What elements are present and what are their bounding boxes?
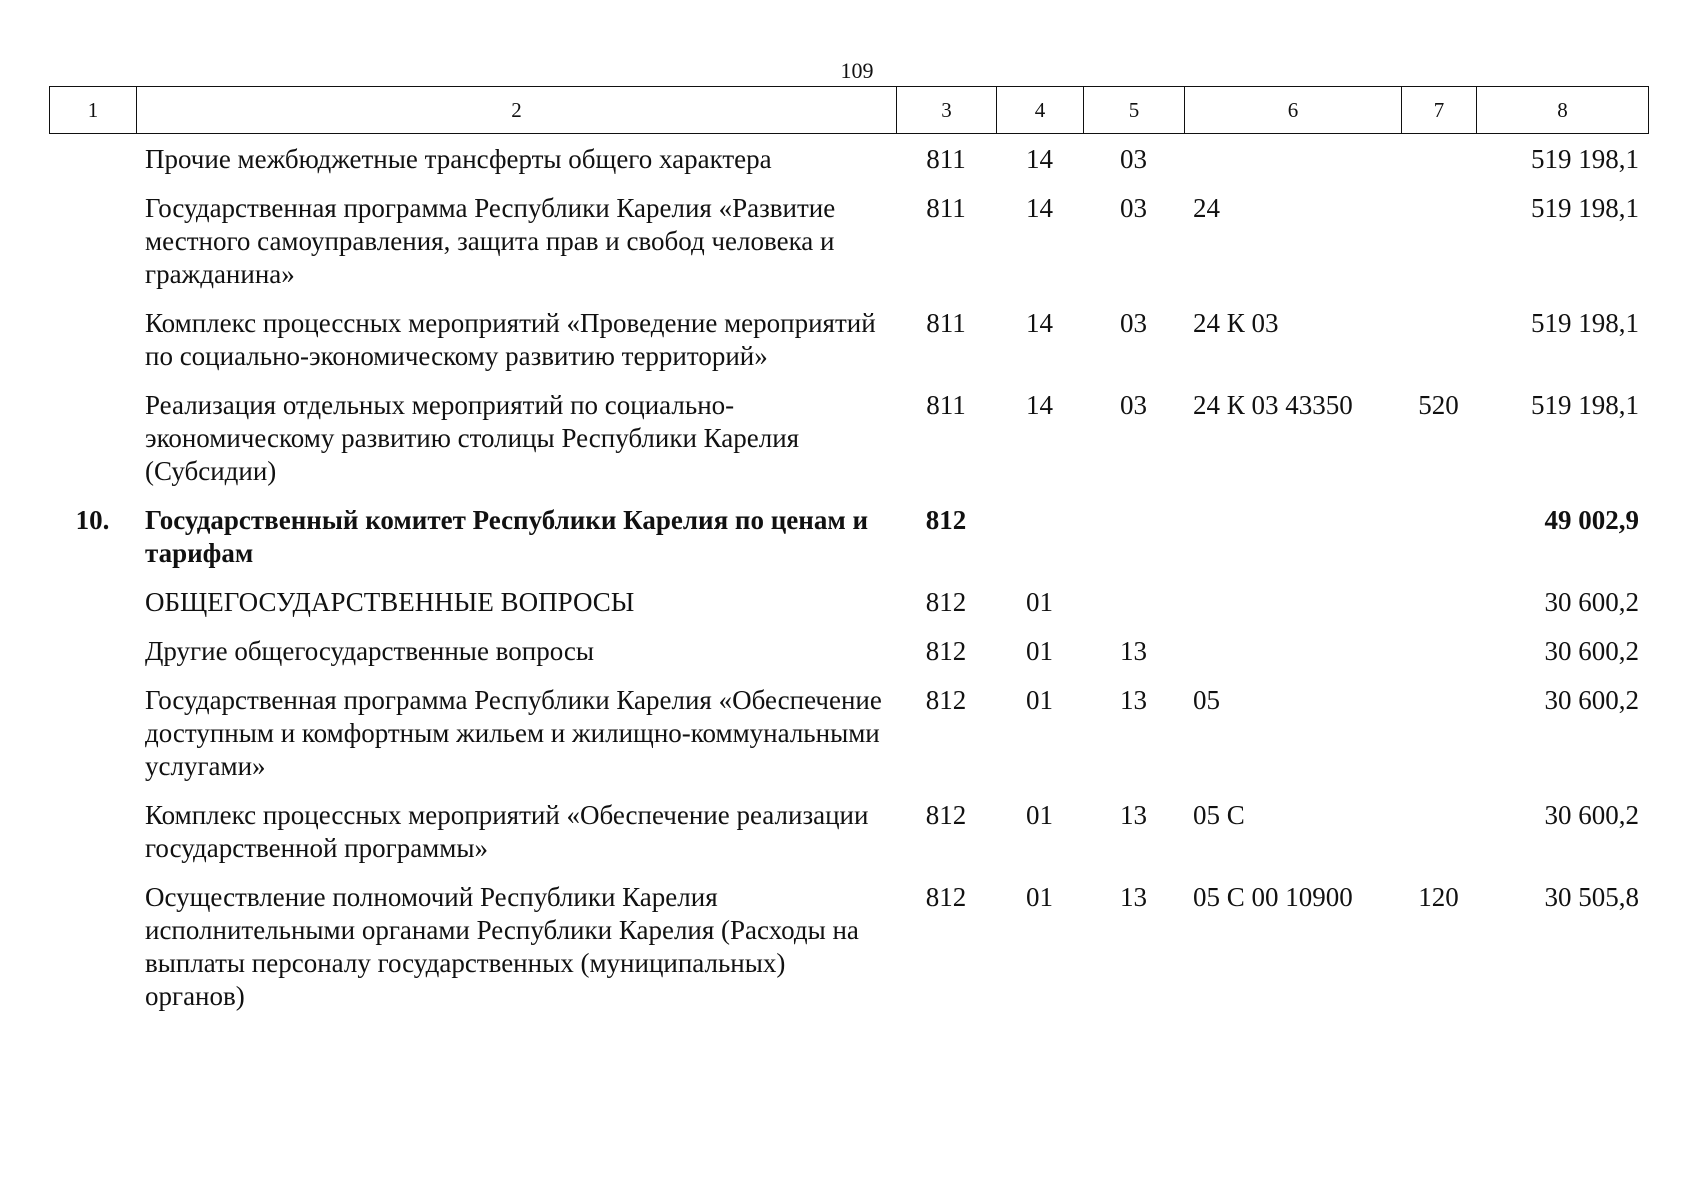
row-col3: 811 <box>926 193 966 223</box>
row-col7 <box>1401 497 1476 579</box>
row-amount: 30 600,2 <box>1544 685 1639 715</box>
row-name: Реализация отдельных мероприятий по социально-экономическому развитию столицы Республики Карелия (Субсидии) <box>145 390 800 486</box>
row-number <box>49 874 136 1022</box>
row-number <box>49 628 136 677</box>
table-row <box>49 185 1648 300</box>
row-col5 <box>1083 497 1184 579</box>
row-col5: 03 <box>1120 144 1147 174</box>
row-col6: 24 К 03 43350 <box>1193 390 1353 420</box>
table-row <box>49 792 1648 874</box>
row-col3: 811 <box>926 144 966 174</box>
row-col5 <box>1083 579 1184 628</box>
row-col7: 120 <box>1418 882 1459 912</box>
row-name: Комплекс процессных мероприятий «Проведение мероприятий по социально-экономическому развитию территорий» <box>145 308 876 371</box>
row-col3: 811 <box>926 390 966 420</box>
row-col5: 13 <box>1120 685 1147 715</box>
column-header-7: 7 <box>1402 87 1477 134</box>
row-number <box>49 136 136 185</box>
row-amount: 30 600,2 <box>1544 800 1639 830</box>
row-name: ОБЩЕГОСУДАРСТВЕННЫЕ ВОПРОСЫ <box>145 587 635 617</box>
row-number <box>49 185 136 300</box>
column-header-1: 1 <box>50 87 137 134</box>
row-amount: 519 198,1 <box>1531 308 1639 338</box>
column-header-2: 2 <box>137 87 897 134</box>
row-col4: 14 <box>1026 390 1053 420</box>
row-col4: 01 <box>1026 882 1053 912</box>
row-col3: 812 <box>925 685 967 715</box>
row-col4 <box>996 497 1083 579</box>
row-amount: 519 198,1 <box>1531 390 1639 420</box>
column-header-4: 4 <box>997 87 1084 134</box>
row-col6 <box>1184 628 1401 677</box>
table-row <box>49 874 1648 1022</box>
row-col7 <box>1401 677 1476 792</box>
row-number <box>49 382 136 497</box>
row-col6: 05 <box>1193 685 1220 715</box>
table-row <box>49 628 1648 677</box>
row-col3: 812 <box>925 882 967 912</box>
row-col4: 14 <box>1026 144 1053 174</box>
row-col3: 812 <box>925 505 967 535</box>
table-row <box>49 382 1648 497</box>
row-amount: 519 198,1 <box>1531 193 1639 223</box>
row-col4: 01 <box>1026 636 1053 666</box>
row-number <box>49 579 136 628</box>
row-col5: 13 <box>1120 636 1147 666</box>
column-header-5: 5 <box>1084 87 1185 134</box>
table-row <box>49 579 1648 628</box>
table-row <box>49 136 1648 185</box>
row-col7 <box>1401 579 1476 628</box>
row-col4: 01 <box>1026 685 1053 715</box>
column-header-row <box>50 87 1649 134</box>
row-number <box>49 792 136 874</box>
row-col7 <box>1401 300 1476 382</box>
row-col4: 01 <box>1026 800 1053 830</box>
row-name: Государственная программа Республики Карелия «Развитие местного самоуправления, защита прав и свобод человека и гражданина» <box>145 193 836 289</box>
row-name: Осуществление полномочий Республики Карелия исполнительными органами Республики Карелия (Расходы на выплаты персоналу государственных (муниципальных) органов) <box>145 882 859 1011</box>
row-col5: 03 <box>1120 390 1147 420</box>
column-header-table <box>49 86 1649 134</box>
row-col5: 13 <box>1120 882 1147 912</box>
row-amount: 30 600,2 <box>1544 587 1639 617</box>
row-col4: 14 <box>1026 193 1053 223</box>
row-col6 <box>1184 579 1401 628</box>
row-col3: 812 <box>925 800 967 830</box>
section-name: Государственный комитет Республики Карелия по ценам и тарифам <box>145 505 869 568</box>
row-name: Комплекс процессных мероприятий «Обеспечение реализации государственной программы» <box>145 800 869 863</box>
row-number <box>49 300 136 382</box>
row-name: Государственная программа Республики Карелия «Обеспечение доступным и комфортным жильем и жилищно-коммунальными услугами» <box>145 685 882 781</box>
row-col6: 24 К 03 <box>1193 308 1279 338</box>
table-row-section <box>49 497 1648 579</box>
row-col3: 812 <box>925 636 967 666</box>
row-col7 <box>1401 792 1476 874</box>
row-col7 <box>1401 628 1476 677</box>
page-number: 109 <box>840 58 874 83</box>
row-col5: 13 <box>1120 800 1147 830</box>
table-row <box>49 300 1648 382</box>
budget-table <box>49 136 1648 1022</box>
row-col6: 05 С <box>1193 800 1245 830</box>
row-col6: 24 <box>1193 193 1220 223</box>
row-number <box>49 677 136 792</box>
row-amount: 30 505,8 <box>1544 882 1639 912</box>
row-col3: 811 <box>926 308 966 338</box>
table-row <box>49 677 1648 792</box>
row-col6 <box>1184 136 1401 185</box>
row-col6: 05 С 00 10900 <box>1193 882 1353 912</box>
section-amount: 49 002,9 <box>1544 505 1639 535</box>
row-amount: 519 198,1 <box>1531 144 1639 174</box>
row-col4: 01 <box>1026 587 1053 617</box>
row-col7 <box>1401 185 1476 300</box>
column-header-3: 3 <box>897 87 997 134</box>
row-col7: 520 <box>1418 390 1459 420</box>
column-header-6: 6 <box>1185 87 1402 134</box>
row-name: Другие общегосударственные вопросы <box>145 636 594 666</box>
column-header-8: 8 <box>1477 87 1649 134</box>
row-amount: 30 600,2 <box>1544 636 1639 666</box>
section-number: 10. <box>75 505 110 535</box>
row-col5: 03 <box>1120 308 1147 338</box>
row-col5: 03 <box>1120 193 1147 223</box>
row-col4: 14 <box>1026 308 1053 338</box>
row-col7 <box>1401 136 1476 185</box>
row-col6 <box>1184 497 1401 579</box>
row-col3: 812 <box>925 587 967 617</box>
row-name: Прочие межбюджетные трансферты общего характера <box>145 144 772 174</box>
